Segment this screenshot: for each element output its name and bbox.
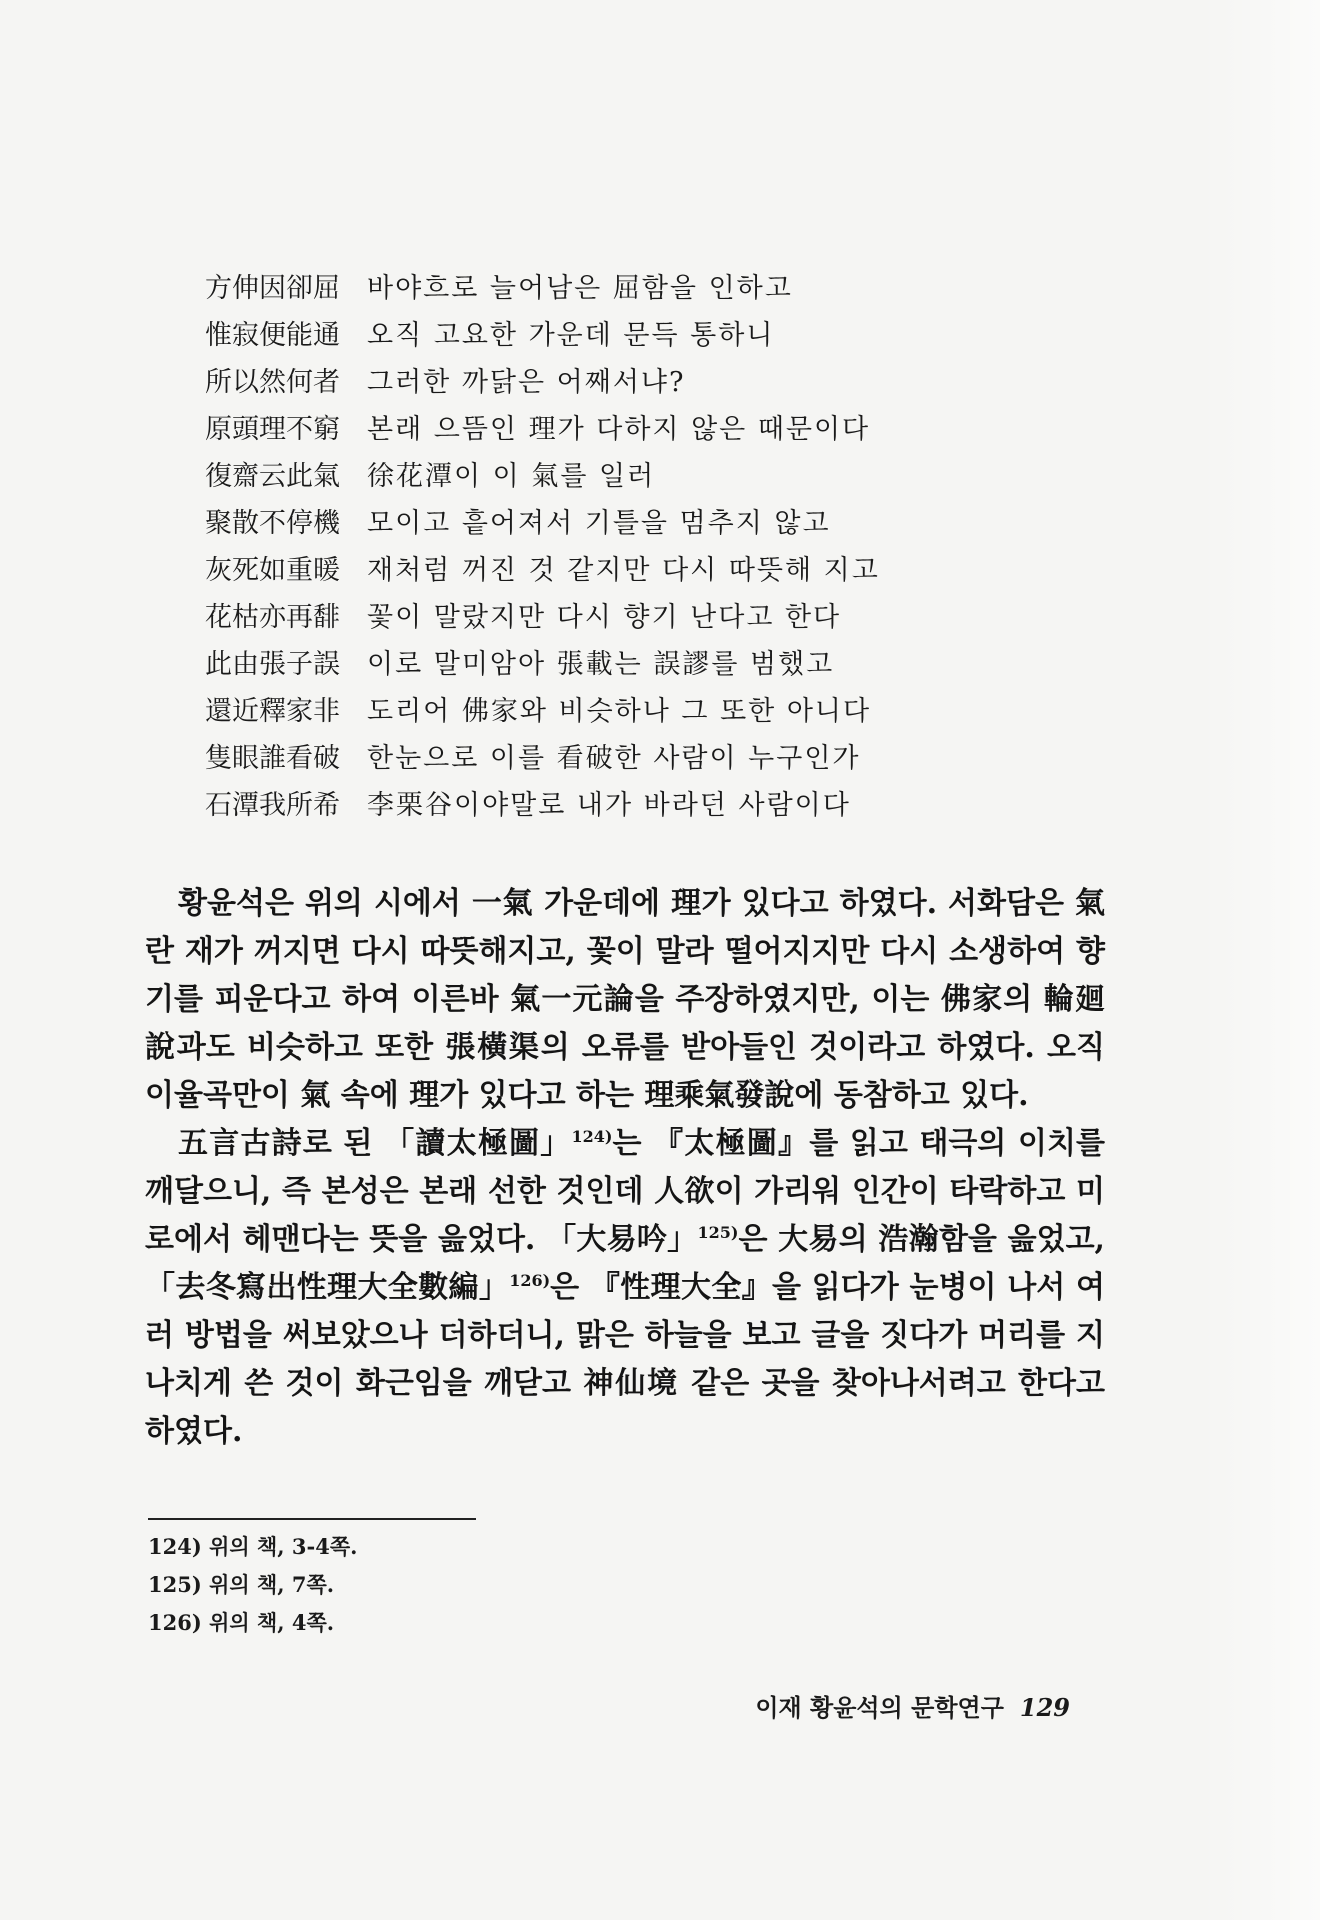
footnote: 125) 위의 책, 7쪽. (148, 1572, 335, 1597)
poem-korean: 徐花潭이 이 氣를 일러 (367, 461, 656, 492)
paragraph (145, 1120, 1105, 1456)
poem-hanja: 花枯亦再馡 (205, 602, 340, 633)
poem-korean: 그러한 까닭은 어째서냐? (367, 367, 686, 398)
poem-line (205, 591, 1165, 638)
poem-line (205, 403, 1165, 450)
poem-hanja: 惟寂便能通 (205, 320, 340, 351)
poem-line (205, 497, 1165, 544)
body-text (145, 880, 1105, 1456)
poem-line (205, 309, 1165, 356)
poem-hanja: 石潭我所希 (205, 790, 340, 821)
paragraph: 황윤석은 위의 시에서 一氣 가운데에 理가 있다고 하였다. 서화담은 氣란 재가 꺼지면 다시 따뜻해지고, 꽃이 말라 떨어지지만 다시 소생하여 향기를 피운다고 하여 이른바 氣一元論을 주장하였지만, 이는 佛家의 輪廻說과도 비슷하고 또한 張橫渠의 오류를 받아들인 것이라고 하였다. 오직 이율곡만이 氣 속에 理가 있다고 하는 理乘氣發說에 동참하고 있다. (145, 886, 1105, 1113)
footnote-ref: 126) (509, 1271, 551, 1290)
poem-line (205, 732, 1165, 779)
footnote-ref: 125) (697, 1223, 739, 1242)
poem-hanja: 還近釋家非 (205, 696, 340, 727)
poem-hanja: 灰死如重暖 (205, 555, 340, 586)
poem-line (205, 356, 1165, 403)
running-title: 이재 황윤석의 문학연구 (755, 1693, 1004, 1722)
poem-korean: 모이고 흩어져서 기틀을 멈추지 않고 (367, 508, 831, 539)
poem-hanja: 所以然何者 (205, 367, 340, 398)
poem-line (205, 685, 1165, 732)
paragraph-text: 은 大易의 浩瀚함을 읊었고, 「去冬寫出性理大全數編」 (145, 1222, 1106, 1305)
poem-korean: 도리어 佛家와 비슷하나 그 또한 아니다 (367, 696, 872, 727)
poem-line (205, 638, 1165, 685)
footnote: 124) 위의 책, 3-4쪽. (148, 1534, 358, 1559)
poem-block (205, 262, 1165, 826)
poem-hanja: 復齋云此氣 (205, 461, 340, 492)
poem-korean: 이로 말미암아 張載는 誤謬를 범했고 (367, 649, 835, 680)
poem-korean: 꽃이 말랐지만 다시 향기 난다고 한다 (367, 602, 842, 633)
poem-hanja: 原頭理不窮 (205, 414, 340, 445)
paragraph-text: 는 『太極圖』를 읽고 태극의 이치를 깨달으니, 즉 본성은 본래 선한 것인데 人欲이 가리워 인간이 타락하고 미로에서 헤맨다는 뜻을 읊었다. 「大易吟」 (145, 1126, 1105, 1257)
running-footer (755, 1688, 1070, 1723)
poem-korean: 한눈으로 이를 看破한 사람이 누구인가 (367, 743, 861, 774)
footnote-ref: 124) (571, 1127, 613, 1146)
footnote-divider (148, 1518, 476, 1520)
poem-line (205, 544, 1165, 591)
poem-korean: 재처럼 꺼진 것 같지만 다시 따뜻해 지고 (367, 555, 880, 586)
poem-korean: 오직 고요한 가운데 문득 통하니 (367, 320, 775, 351)
poem-line (205, 450, 1165, 497)
poem-hanja: 隻眼誰看破 (205, 743, 340, 774)
paragraph-text: 은 『性理大全』을 읽다가 눈병이 나서 여러 방법을 써보았으나 더하더니, 맑은 하늘을 보고 글을 짓다가 머리를 지나치게 쓴 것이 화근임을 깨닫고 神仙境 같은 곳을 찾아나서려고 한다고 하였다. (145, 1270, 1105, 1449)
poem-hanja: 方伸因卻屈 (205, 273, 340, 304)
poem-line (205, 262, 1165, 309)
page-edge (1200, 0, 1320, 1920)
poem-korean: 본래 으뜸인 理가 다하지 않은 때문이다 (367, 414, 871, 445)
poem-korean: 李栗谷이야말로 내가 바라던 사람이다 (367, 790, 851, 821)
poem-korean: 바야흐로 늘어남은 屈함을 인하고 (367, 273, 793, 304)
poem-hanja: 聚散不停機 (205, 508, 340, 539)
footnote: 126) 위의 책, 4쪽. (148, 1610, 335, 1635)
paragraph-text: 五言古詩로 된 「讀太極圖」 (178, 1126, 572, 1161)
footnotes (148, 1528, 357, 1642)
page-number: 129 (1019, 1693, 1070, 1722)
poem-line (205, 779, 1165, 826)
poem-hanja: 此由張子誤 (205, 649, 340, 680)
